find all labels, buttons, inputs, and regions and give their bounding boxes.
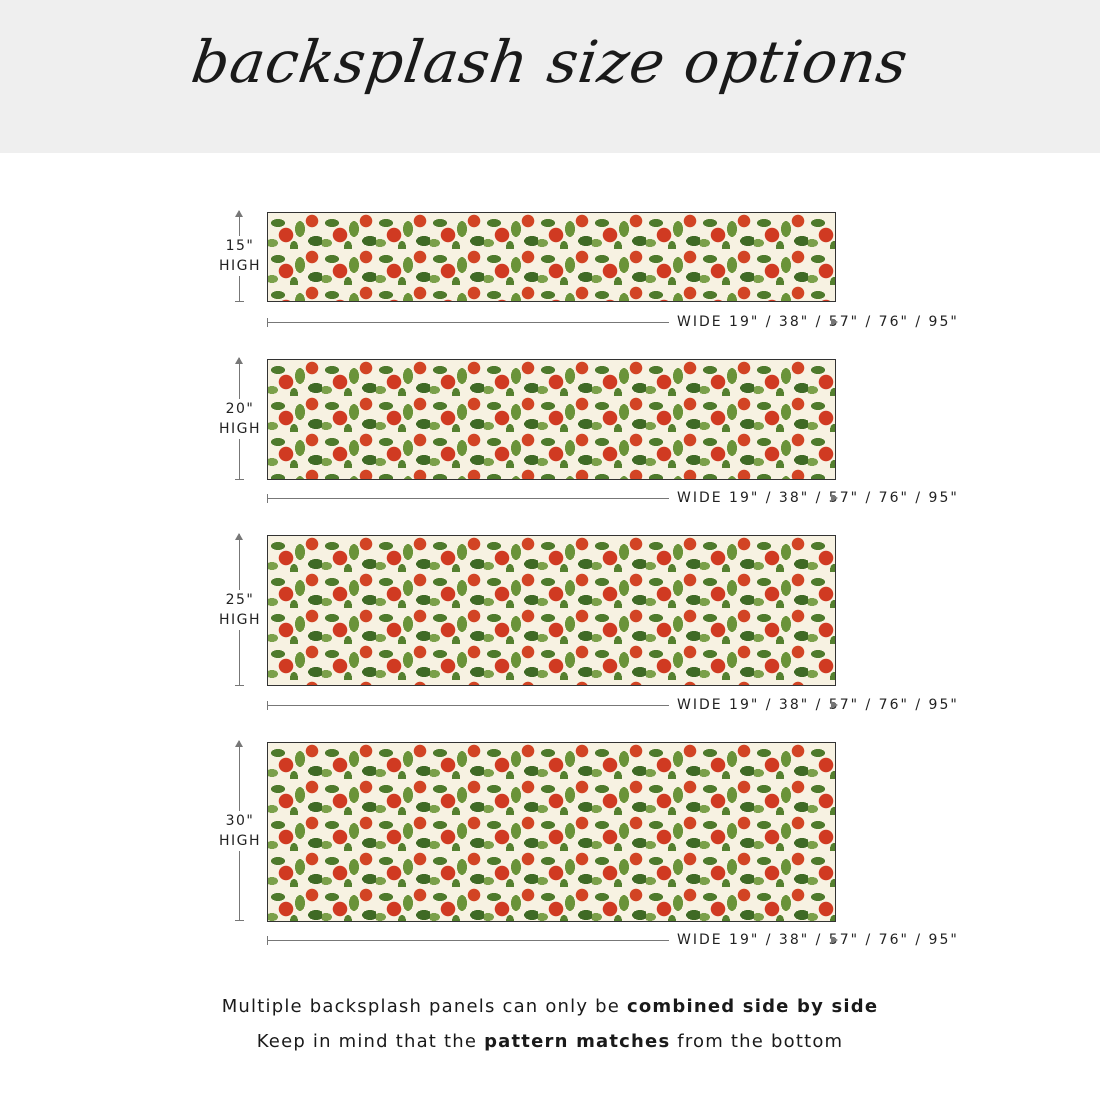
height-value: 15" [225, 238, 255, 254]
page-title: backsplash size options [187, 28, 913, 96]
height-word: HIGH [218, 258, 262, 274]
tomato-pattern-panel [267, 359, 836, 480]
tomato-pattern-panel [267, 535, 836, 686]
tomato-pattern-panel [267, 212, 836, 302]
width-label: WIDE 19" / 38" / 57" / 76" / 95" [669, 930, 967, 950]
width-label: WIDE 19" / 38" / 57" / 76" / 95" [669, 312, 967, 332]
note-pattern-text: Keep in mind that the [256, 1031, 485, 1052]
header-banner [0, 0, 1100, 153]
height-label [214, 811, 266, 851]
height-label [214, 236, 266, 276]
note-pattern-suffix: from the bottom [670, 1031, 844, 1052]
height-value: 20" [225, 401, 255, 417]
width-arrow-icon [267, 697, 959, 713]
height-label [214, 590, 266, 630]
height-word: HIGH [218, 421, 262, 437]
width-arrow-icon [267, 490, 959, 506]
tomato-pattern-panel [267, 742, 836, 922]
width-label: WIDE 19" / 38" / 57" / 76" / 95" [669, 695, 967, 715]
height-label [214, 399, 266, 439]
note-pattern-emphasis: pattern matches [484, 1031, 671, 1052]
height-value: 30" [225, 813, 255, 829]
height-word: HIGH [218, 833, 262, 849]
note-combine-emphasis: combined side by side [626, 996, 879, 1017]
note-combine-text: Multiple backsplash panels can only be [221, 996, 627, 1017]
note-combine [0, 996, 1100, 1017]
width-arrow-icon [267, 314, 959, 330]
height-value: 25" [225, 592, 255, 608]
note-pattern [0, 1031, 1100, 1052]
width-arrow-icon [267, 932, 959, 948]
height-word: HIGH [218, 612, 262, 628]
width-label: WIDE 19" / 38" / 57" / 76" / 95" [669, 488, 967, 508]
